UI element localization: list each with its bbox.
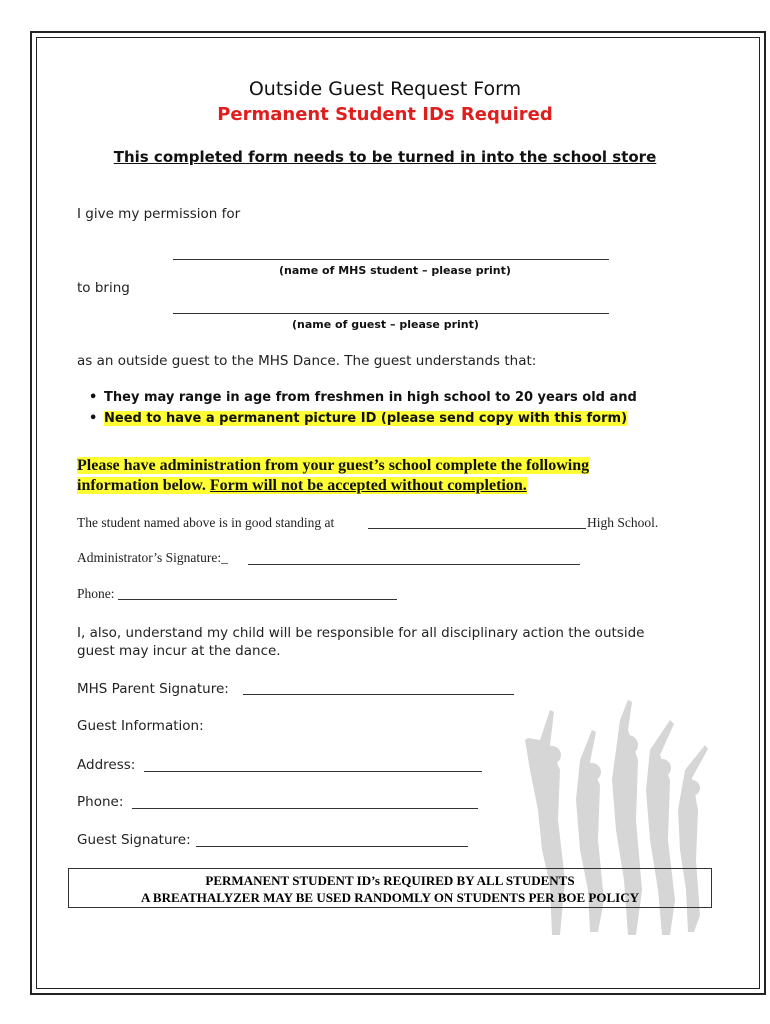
policy-notice-line1: PERMANENT STUDENT ID’s REQUIRED BY ALL STUDENTS xyxy=(205,873,575,888)
parent-signature-label: MHS Parent Signature: xyxy=(77,681,229,697)
address-line[interactable] xyxy=(144,771,482,772)
form-instruction: This completed form needs to be turned in into the school store xyxy=(113,148,657,166)
policy-notice-line2: A BREATHALYZER MAY BE USED RANDOMLY ON STUDENTS PER BOE POLICY xyxy=(141,890,639,905)
address-label: Address: xyxy=(77,757,136,773)
student-name-line[interactable] xyxy=(173,259,609,260)
bullet-text-age: They may range in age from freshmen in high school to 20 years old and xyxy=(104,390,637,405)
admin-notice xyxy=(77,456,589,496)
outside-guest-text: as an outside guest to the MHS Dance. The guest understands that: xyxy=(77,353,537,369)
form-subtitle: Permanent Student IDs Required xyxy=(217,104,553,125)
admin-phone-label: Phone: xyxy=(77,586,115,601)
form-title: Outside Guest Request Form xyxy=(248,78,522,100)
admin-phone-line[interactable] xyxy=(118,599,397,600)
guest-name-caption: (name of guest – please print) xyxy=(292,318,479,331)
responsibility-text-line1: I, also, understand my child will be responsible for all disciplinary action the outside xyxy=(77,625,645,641)
responsibility-text xyxy=(77,624,644,660)
admin-notice-line1: Please have administration from your guest’s school complete the following xyxy=(77,457,590,474)
to-bring-label: to bring xyxy=(77,280,130,296)
bullet-dot: • xyxy=(89,411,98,426)
permission-prefix: I give my permission for xyxy=(77,206,241,222)
guest-signature-line[interactable] xyxy=(196,846,468,847)
guest-name-line[interactable] xyxy=(173,313,609,314)
bullet-item-id xyxy=(89,411,628,426)
bullet-item-age xyxy=(89,390,637,405)
good-standing-prefix: The student named above is in good standing at xyxy=(77,515,335,530)
bullet-dot: • xyxy=(89,390,98,405)
good-standing-suffix: High School. xyxy=(587,515,659,530)
guest-info-label: Guest Information: xyxy=(77,718,204,734)
student-name-caption: (name of MHS student – please print) xyxy=(279,264,511,277)
guest-phone-label: Phone: xyxy=(77,794,124,810)
bullet-text-id: Need to have a permanent picture ID (please send copy with this form) xyxy=(104,411,628,426)
guest-signature-label: Guest Signature: xyxy=(77,832,191,848)
admin-notice-underlined: Form will not be accepted without completion. xyxy=(209,477,527,494)
admin-notice-line2: information below. xyxy=(77,477,210,494)
responsibility-text-line2: guest may incur at the dance. xyxy=(77,643,281,659)
school-name-line[interactable] xyxy=(368,528,586,529)
parent-signature-line[interactable] xyxy=(243,694,514,695)
guest-phone-line[interactable] xyxy=(132,808,478,809)
policy-notice-box xyxy=(68,868,712,908)
admin-signature-label: Administrator’s Signature:_ xyxy=(77,550,228,565)
admin-signature-line[interactable] xyxy=(248,564,580,565)
